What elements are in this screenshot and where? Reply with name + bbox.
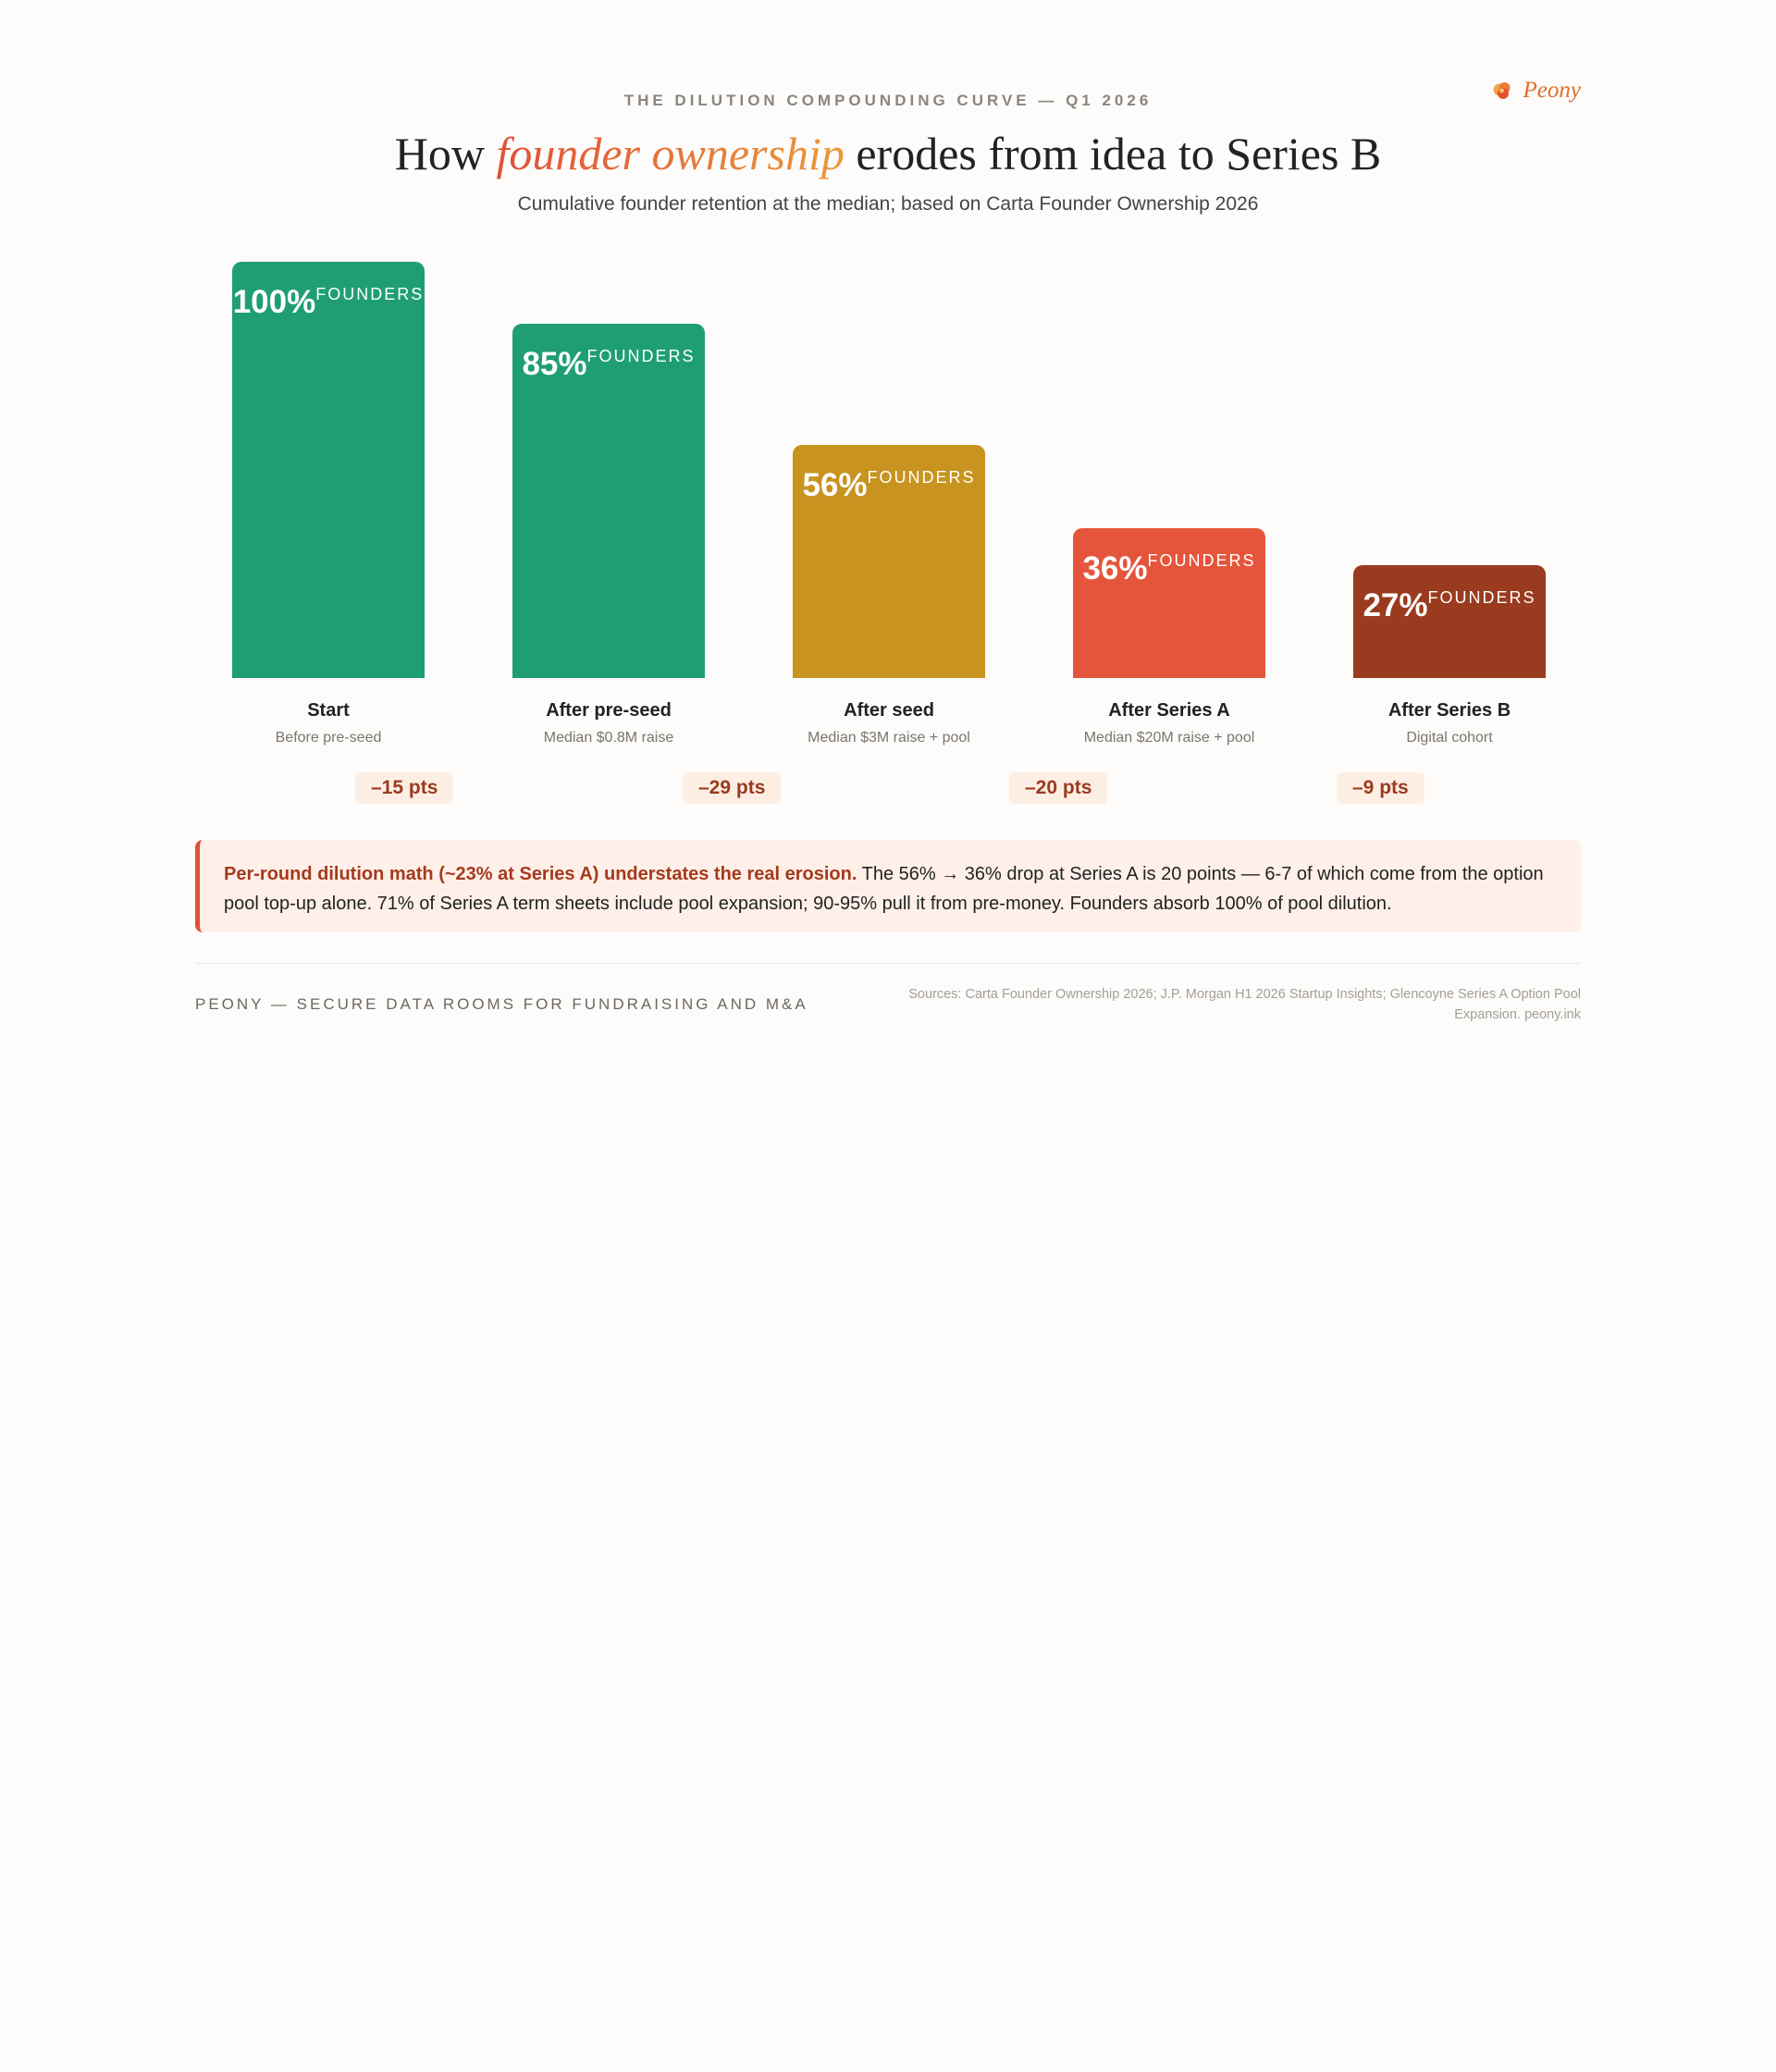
footer-divider <box>195 963 1581 964</box>
bar-value: 36% <box>1082 550 1148 586</box>
brand-name: Peony <box>1523 78 1581 103</box>
bar-value-suffix: FOUNDERS <box>586 347 696 365</box>
bar-value-label <box>1073 550 1265 587</box>
category-label <box>769 698 1009 746</box>
title-highlight: founder ownership <box>496 128 845 179</box>
page-subtitle: Cumulative founder retention at the median; based on Carta Founder Ownership 2026 <box>517 193 1259 215</box>
category-note: Median $3M raise + pool <box>808 730 970 746</box>
bar-value-label <box>1353 587 1546 624</box>
delta-badge: –9 pts <box>1337 772 1424 804</box>
bar-value: 27% <box>1363 587 1428 623</box>
category-note: Digital cohort <box>1406 730 1493 746</box>
brand-logo[interactable] <box>1490 78 1581 104</box>
category-note: Before pre-seed <box>275 730 382 746</box>
bar-value: 85% <box>522 346 587 382</box>
bar <box>793 445 985 678</box>
category-name: Start <box>307 700 350 721</box>
bar <box>1353 565 1546 678</box>
category-label <box>488 698 729 746</box>
bar <box>1073 528 1265 678</box>
bar-value: 100% <box>232 284 316 320</box>
category-note: Median $20M raise + pool <box>1083 730 1255 746</box>
bar-value-label <box>793 467 985 504</box>
bar-value-suffix: FOUNDERS <box>1147 551 1256 570</box>
delta-badge: –20 pts <box>1009 772 1107 804</box>
bar <box>512 324 705 678</box>
category-name: After Series B <box>1388 700 1511 721</box>
bar-value-suffix: FOUNDERS <box>315 285 425 303</box>
category-note: Median $0.8M raise <box>543 730 674 746</box>
footer-sources: Sources: Carta Founder Ownership 2026; J.P. Morgan H1 2026 Startup Insights; Glencoyne Series A Option Pool Expansion. peony.ink <box>908 987 1581 1022</box>
category-label <box>1329 698 1570 746</box>
callout-lead: Per-round dilution math (~23% at Series A) understates the real erosion. <box>224 864 857 884</box>
bar-value: 56% <box>802 467 868 503</box>
delta-badge: –29 pts <box>683 772 781 804</box>
category-label <box>208 698 449 746</box>
category-name: After seed <box>844 700 934 721</box>
page-title <box>195 127 1581 180</box>
bar-value-suffix: FOUNDERS <box>1427 588 1536 607</box>
callout-body: The 56% → 36% drop at Series A is 20 points — 6-7 of which come from the option pool top-up alone. 71% of Series A term sheets include pool expansion; 90-95% pull it from pre-money. Founders absorb 100% of pool dilution. <box>224 864 1544 914</box>
category-label <box>1049 698 1289 746</box>
infographic <box>195 0 1581 2072</box>
footer-tagline: PEONY — SECURE DATA ROOMS FOR FUNDRAISING AND M&A <box>195 995 808 1013</box>
bar-value-suffix: FOUNDERS <box>867 468 976 487</box>
bar-value-label <box>512 346 705 383</box>
bar-value-label <box>232 284 425 321</box>
bar-chart-plot <box>195 262 1581 678</box>
peony-flower-icon <box>1490 79 1514 103</box>
delta-badge: –15 pts <box>355 772 453 804</box>
insight-callout <box>195 840 1581 932</box>
eyebrow-label: THE DILUTION COMPOUNDING CURVE — Q1 2026 <box>623 92 1153 109</box>
category-name: After pre-seed <box>546 700 672 721</box>
title-after: erodes from idea to Series B <box>844 128 1382 179</box>
bar <box>232 262 425 678</box>
title-before: How <box>394 128 497 179</box>
category-name: After Series A <box>1108 700 1230 721</box>
